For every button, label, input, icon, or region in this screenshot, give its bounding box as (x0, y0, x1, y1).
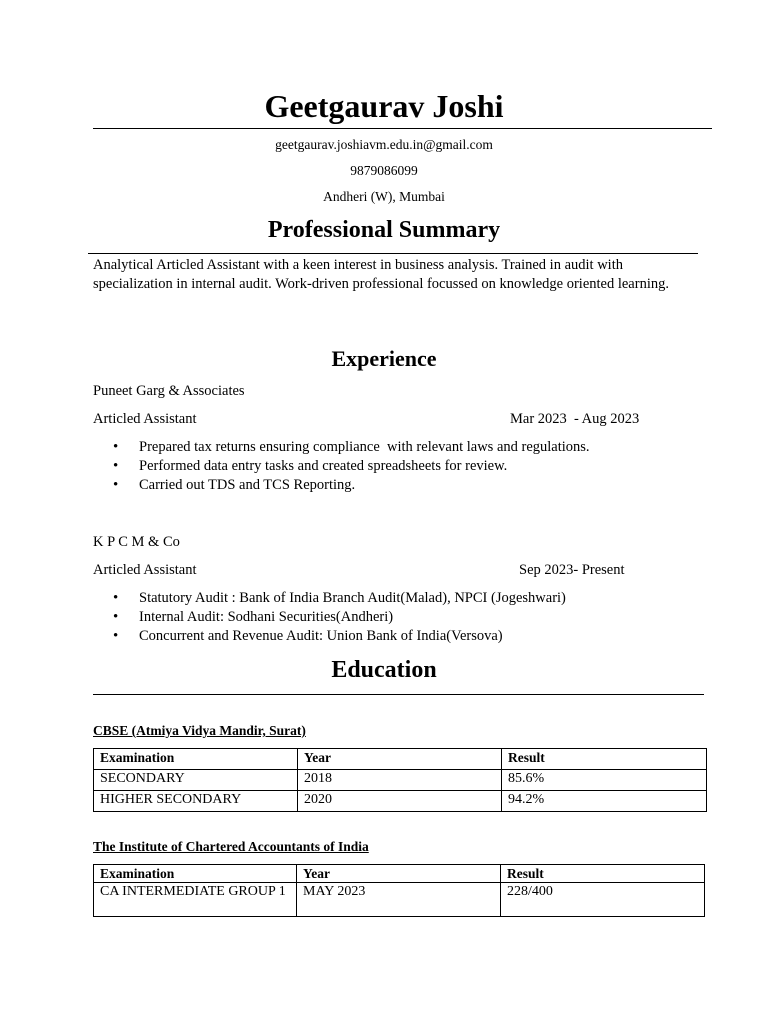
education-institution: The Institute of Chartered Accountants of India (93, 839, 369, 854)
table-row (94, 883, 705, 917)
table-cell: SECONDARY (94, 770, 298, 791)
experience-heading: Experience (331, 346, 437, 371)
list-item: • Carried out TDS and TCS Reporting. (93, 476, 713, 495)
job-bullets (93, 438, 713, 495)
table-cell: 2018 (298, 770, 502, 791)
list-item: • Performed data entry tasks and created spreadsheets for review. (93, 457, 713, 476)
job-company: Puneet Garg & Associates (93, 383, 245, 399)
table-cell: 2020 (298, 791, 502, 812)
list-item: • Statutory Audit : Bank of India Branch Audit(Malad), NPCI (Jogeshwari) (93, 589, 713, 608)
table-header: Examination (94, 865, 297, 883)
table-cell: 94.2% (502, 791, 707, 812)
summary-heading: Professional Summary (267, 217, 501, 243)
table-cell: CA INTERMEDIATE GROUP 1 (94, 883, 297, 917)
header-divider (93, 128, 712, 129)
table-header: Result (501, 865, 705, 883)
education-heading: Education (331, 657, 437, 683)
table-row (94, 791, 707, 812)
contact-phone: 9879086099 (350, 163, 418, 178)
education-table (93, 864, 705, 917)
table-header: Result (502, 749, 707, 770)
table-header: Examination (94, 749, 298, 770)
list-item: • Internal Audit: Sodhani Securities(Andheri) (93, 608, 713, 627)
education-divider (93, 694, 704, 695)
candidate-name: Geetgaurav Joshi (264, 88, 504, 124)
job-role: Articled Assistant (93, 411, 197, 427)
table-header: Year (298, 749, 502, 770)
contact-email: geetgaurav.joshiavm.edu.in@gmail.com (275, 137, 493, 152)
job-role: Articled Assistant (93, 562, 197, 578)
table-cell: HIGHER SECONDARY (94, 791, 298, 812)
summary-divider (88, 253, 698, 254)
summary-text: Analytical Articled Assistant with a keen interest in business analysis. Trained in audit with specialization in internal audit. Work-driven professional focussed on knowledge oriented learning. (93, 257, 669, 292)
education-institution: CBSE (Atmiya Vidya Mandir, Surat) (93, 723, 306, 738)
education-table (93, 748, 707, 812)
job-dates: Mar 2023 - Aug 2023 (510, 411, 640, 427)
table-cell: 228/400 (501, 883, 705, 917)
table-cell: MAY 2023 (297, 883, 501, 917)
table-cell: 85.6% (502, 770, 707, 791)
job-dates: Sep 2023- Present (519, 562, 625, 578)
table-row (94, 770, 707, 791)
contact-location: Andheri (W), Mumbai (323, 189, 445, 204)
job-bullets (93, 589, 713, 646)
list-item: • Concurrent and Revenue Audit: Union Bank of India(Versova) (93, 627, 713, 646)
list-item: • Prepared tax returns ensuring compliance with relevant laws and regulations. (93, 438, 713, 457)
job-company: K P C M & Co (93, 534, 180, 550)
table-header: Year (297, 865, 501, 883)
